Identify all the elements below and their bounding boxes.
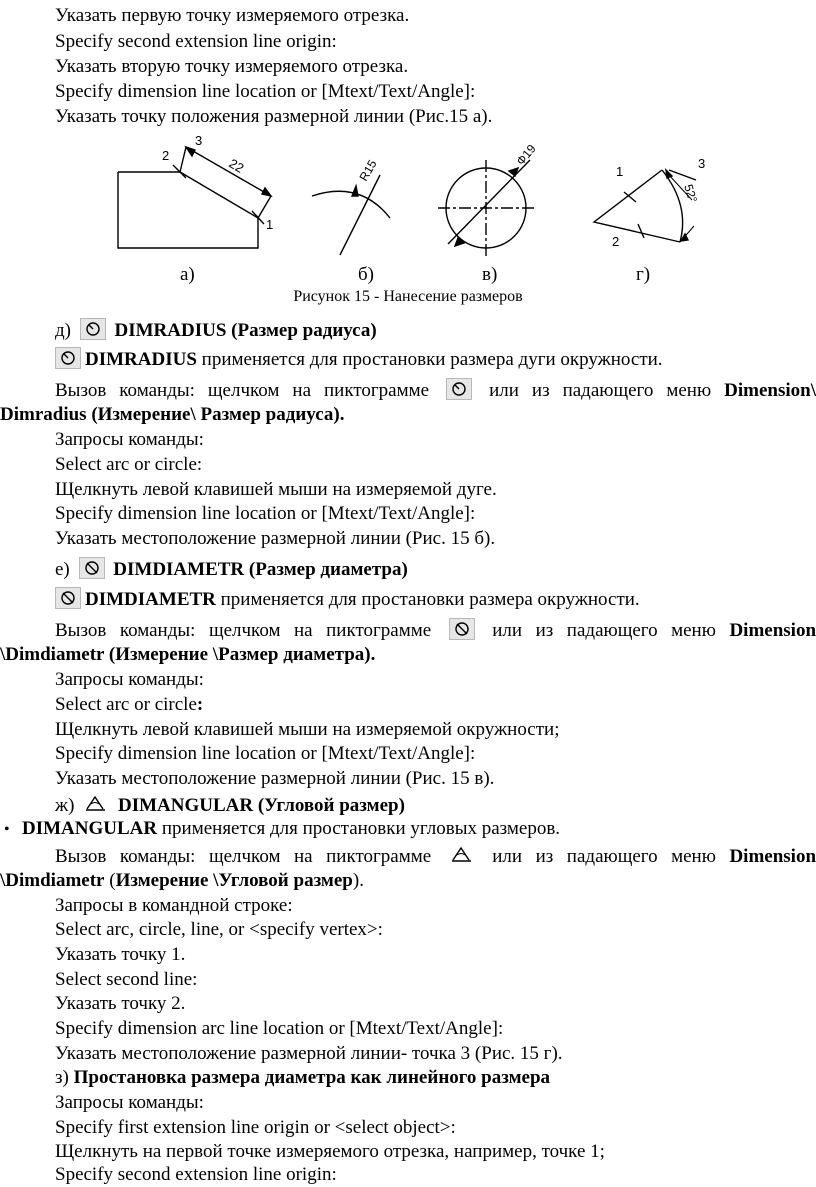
radius-q4: Указать местоположение размерной линии (Рис. 15 б). [55, 528, 496, 549]
angular-q5: Specify dimension arc line location or [Mtext/Text/Angle]: [55, 1018, 504, 1039]
subfig-v-label: в) [482, 264, 498, 285]
angular-call-line2 [0, 869, 816, 893]
radius-prefix: д) [55, 320, 71, 341]
diameter-title: DIMDIAMETR (Размер диаметра) [113, 559, 408, 580]
angular-call-line2c: Измерение \Угловой размер [115, 870, 353, 891]
dimangular-icon [449, 844, 475, 866]
radius-call-line2: Dimradius (Измерение\ Размер радиуса). [0, 404, 345, 425]
angular-title: DIMANGULAR (Угловой размер) [117, 795, 405, 816]
radius-call-a: Вызов команды: щелчком на пиктограмме [55, 380, 430, 401]
linear-q2: Щелкнуть на первой точке измеряемого отрезка, например, точке 1; [55, 1141, 605, 1162]
diameter-q1-colon: : [196, 694, 204, 715]
diameter-call-b: или из падающего меню [492, 620, 716, 641]
dimradius-icon [446, 378, 472, 400]
radius-call-menu: Dimension\ [724, 380, 816, 401]
bullet: • [4, 821, 10, 838]
diameter-call-a: Вызов команды: щелчком на пиктограмме [55, 620, 432, 641]
angular-call-a: Вызов команды: щелчком на пиктограмме [55, 846, 432, 867]
angular-call-menu: Dimension [729, 846, 816, 867]
linear-q0: Запросы команды: [55, 1092, 204, 1113]
figure-b-shape [312, 175, 390, 255]
angular-call [0, 844, 816, 869]
radius-q1: Select arc or circle: [55, 454, 203, 475]
diameter-heading [0, 557, 816, 582]
angular-intro-text: применяется для простановки угловых размеров. [157, 818, 561, 839]
text-line: Specify second extension line origin: [55, 31, 337, 52]
label-a-dim: 22 [226, 155, 247, 176]
subfig-g-label: г) [636, 264, 651, 285]
label-g-1: 1 [616, 164, 624, 179]
angular-q0: Запросы в командной строке: [55, 895, 293, 916]
figure-v-shape [438, 160, 534, 256]
dimradius-icon [80, 318, 106, 340]
label-a-1: 1 [266, 217, 274, 232]
angular-call-b: или из падающего меню [492, 846, 716, 867]
diameter-intro-bold: DIMDIAMETR [85, 589, 216, 610]
dimdiameter-icon [55, 587, 81, 609]
dimdiameter-icon [79, 557, 105, 579]
radius-call-b: или из падающего меню [489, 380, 712, 401]
label-g-3: 3 [698, 156, 706, 171]
label-a-3: 3 [195, 133, 203, 148]
diameter-q4: Указать местоположение размерной линии (Рис. 15 в). [55, 768, 495, 789]
figure-a-shape [118, 147, 274, 248]
linear-q3: Specify second extension line origin: [55, 1164, 337, 1185]
angular-q6: Указать местоположение размерной линии- точка 3 (Рис. 15 г). [55, 1043, 563, 1064]
radius-call [0, 378, 816, 403]
radius-q2: Щелкнуть левой клавишей мыши на измеряемой дуге. [55, 479, 497, 500]
diameter-q0: Запросы команды: [55, 669, 204, 690]
diameter-q1-text: Select arc or circle [55, 694, 197, 715]
diameter-call-line2: \Dimdiametr (Измерение \Размер диаметра). [0, 644, 376, 665]
figure-caption: Рисунок 15 - Нанесение размеров [293, 288, 523, 305]
angular-q3: Select second line: [55, 969, 198, 990]
radius-q0: Запросы команды: [55, 429, 204, 450]
angular-q4: Указать точку 2. [55, 993, 186, 1014]
radius-intro-bold: DIMRADIUS [85, 349, 197, 370]
text-line: Specify dimension line location or [Mtext/Text/Angle]: [55, 81, 476, 102]
subfig-b-label: б) [358, 264, 374, 285]
linear-title: Простановка размера диаметра как линейного размера [73, 1067, 551, 1088]
label-g-dim: 52° [681, 182, 701, 205]
angular-intro-bold: DIMANGULAR [22, 818, 158, 839]
diameter-prefix: е) [55, 559, 70, 580]
angular-call-line2a: \Dimdiametr [0, 870, 105, 891]
radius-title: DIMRADIUS (Размер радиуса) [114, 320, 377, 341]
radius-intro-text: применяется для простановки размера дуги окружности. [196, 349, 663, 370]
angular-heading [0, 793, 816, 818]
diameter-intro [0, 587, 816, 612]
linear-heading [0, 1066, 816, 1090]
label-v-dim: Ф19 [513, 141, 539, 168]
dimradius-icon [55, 347, 81, 369]
diameter-intro-text: применяется для простановки размера окружности. [215, 589, 640, 610]
figure-15 [0, 125, 816, 285]
angular-call-line2d: ). [352, 870, 364, 891]
diameter-q2: Щелкнуть левой клавишей мыши на измеряемой окружности; [55, 719, 560, 740]
text-line: Указать вторую точку измеряемого отрезка. [55, 56, 409, 77]
radius-q3: Specify dimension line location or [Mtext/Text/Angle]: [55, 503, 476, 524]
angular-q1: Select arc, circle, line, or <specify vertex>: [55, 919, 383, 940]
radius-heading [0, 318, 816, 343]
diameter-call-menu: Dimension [729, 620, 816, 641]
angular-q2: Указать точку 1. [55, 944, 186, 965]
text-line: Указать точку положения размерной линии (Рис.15 а). [55, 106, 493, 127]
diameter-q3: Specify dimension line location or [Mtext/Text/Angle]: [55, 743, 476, 764]
angular-intro [0, 817, 816, 841]
radius-intro [0, 347, 816, 372]
dimdiameter-icon [449, 618, 475, 640]
figure-g-shape [594, 170, 696, 242]
subfig-a-label: а) [180, 264, 195, 285]
diameter-q1 [0, 693, 816, 717]
angular-call-line2b: ( [104, 870, 116, 891]
label-g-2: 2 [612, 234, 620, 249]
linear-q1: Specify first extension line origin or <select object>: [55, 1117, 456, 1138]
angular-prefix: ж) [55, 795, 75, 816]
dimangular-icon [83, 793, 109, 815]
diameter-call [0, 618, 816, 643]
linear-prefix: з) [55, 1067, 69, 1088]
label-a-2: 2 [162, 148, 170, 163]
text-line: Указать первую точку измеряемого отрезка. [55, 5, 410, 26]
label-b-dim: R15 [356, 157, 380, 184]
